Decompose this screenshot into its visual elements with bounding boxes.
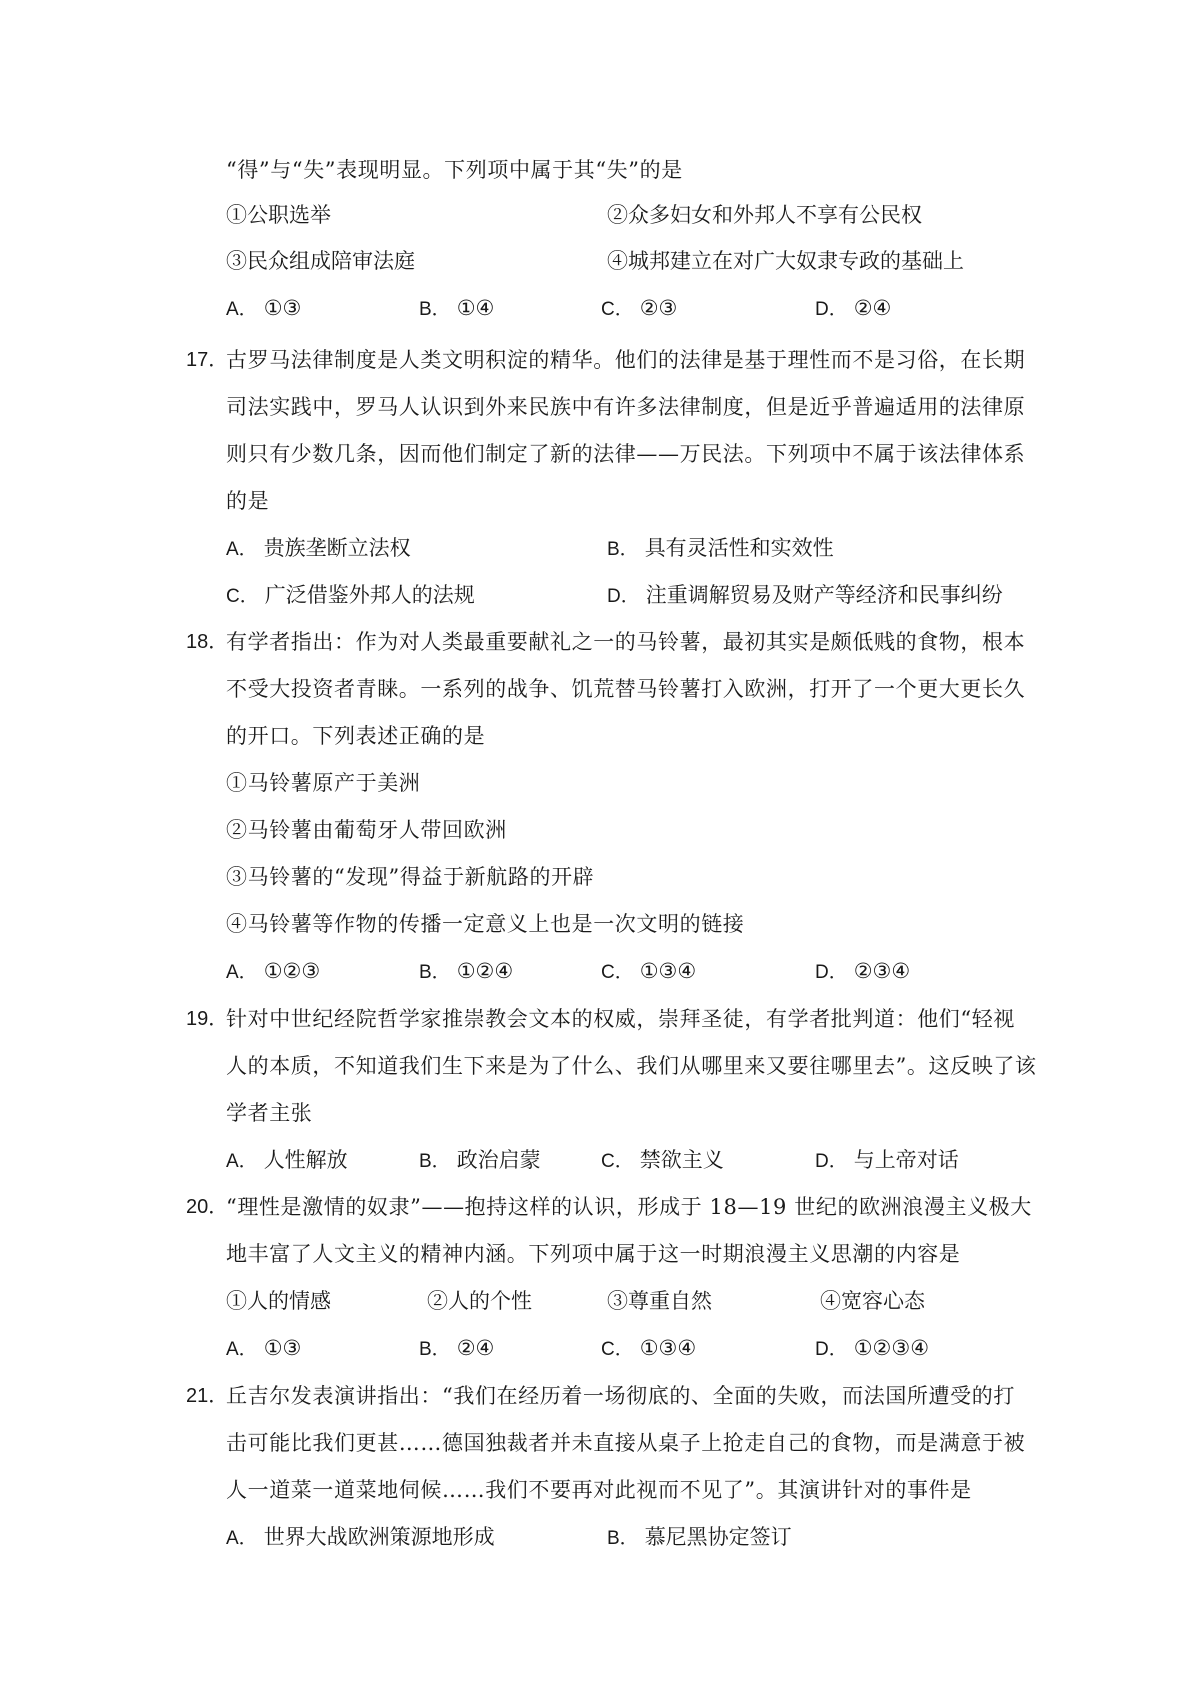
- option-label: D．: [815, 1151, 848, 1172]
- q16-option-d: [815, 293, 891, 325]
- option-label: B．: [607, 1528, 639, 1549]
- q18-stem-line: 的开口。下列表述正确的是: [226, 724, 486, 748]
- option-label: B．: [419, 299, 451, 320]
- option-text: 政治启蒙: [456, 1148, 541, 1172]
- q19-option-a: [226, 1145, 348, 1177]
- option-label: A．: [226, 539, 258, 560]
- q16-option-b: [419, 293, 494, 325]
- option-label: A．: [226, 1151, 258, 1172]
- q16-item: ③民众组成陪审法庭: [226, 249, 415, 273]
- question-number-17: 17．: [186, 349, 229, 371]
- option-text: 具有灵活性和实效性: [644, 536, 834, 560]
- option-label: C．: [601, 962, 634, 983]
- option-label: C．: [601, 1339, 634, 1360]
- q17-stem-line: 的是: [226, 489, 270, 513]
- option-text: 世界大战欧洲策源地形成: [263, 1525, 495, 1549]
- option-text: ②③: [639, 296, 678, 320]
- q18-stem-line: 有学者指出：作为对人类最重要献礼之一的马铃薯，最初其实是颇低贱的食物，根本: [226, 630, 1026, 654]
- option-label: B．: [419, 1339, 451, 1360]
- option-text: ②③④: [853, 959, 911, 983]
- option-label: A．: [226, 1339, 258, 1360]
- q16-stem-line: “得”与“失”表现明显。下列项中属于其“失”的是: [226, 158, 683, 182]
- q18-item: ①马铃薯原产于美洲: [226, 771, 421, 795]
- option-label: D．: [815, 299, 848, 320]
- option-label: C．: [601, 1151, 634, 1172]
- option-label: A．: [226, 299, 258, 320]
- q17-option-b: [607, 533, 834, 565]
- q17-option-c: [226, 580, 475, 612]
- q17-option-d: [607, 580, 1003, 612]
- q18-item: ②马铃薯由葡萄牙人带回欧洲: [226, 818, 507, 842]
- q20-option-a: [226, 1333, 301, 1365]
- q20-stem-line: 地丰富了人文主义的精神内涵。下列项中属于这一时期浪漫主义思潮的内容是: [226, 1242, 961, 1266]
- option-text: 慕尼黑协定签订: [644, 1525, 792, 1549]
- q18-item: ③马铃薯的“发现”得益于新航路的开辟: [226, 865, 595, 889]
- option-label: B．: [607, 539, 639, 560]
- q19-stem-line: 针对中世纪经院哲学家推崇教会文本的权威，崇拜圣徒，有学者批判道：他们“轻视: [226, 1007, 1015, 1031]
- q17-stem-line: 司法实践中，罗马人认识到外来民族中有许多法律制度，但是近乎普遍适用的法律原: [226, 395, 1026, 419]
- option-label: A．: [226, 1528, 258, 1549]
- q20-item: ②人的个性: [427, 1289, 532, 1313]
- q20-item: ①人的情感: [226, 1289, 331, 1313]
- option-text: ②④: [456, 1336, 495, 1360]
- option-label: A．: [226, 962, 258, 983]
- option-text: 人性解放: [263, 1148, 348, 1172]
- option-text: 贵族垄断立法权: [263, 536, 411, 560]
- option-text: 注重调解贸易及财产等经济和民事纠纷: [645, 583, 1003, 607]
- q18-option-d: [815, 956, 910, 988]
- q16-option-a: [226, 293, 301, 325]
- q18-option-c: [601, 956, 696, 988]
- option-text: ①③④: [639, 959, 697, 983]
- option-text: ①②④: [456, 959, 514, 983]
- q16-item: ②众多妇女和外邦人不享有公民权: [607, 203, 922, 227]
- option-text: 禁欲主义: [639, 1148, 724, 1172]
- question-number-21: 21．: [186, 1385, 229, 1407]
- q20-option-b: [419, 1333, 494, 1365]
- q18-item: ④马铃薯等作物的传播一定意义上也是一次文明的链接: [226, 912, 745, 936]
- option-text: 广泛借鉴外邦人的法规: [264, 583, 475, 607]
- option-text: ①②③④: [853, 1336, 930, 1360]
- q17-stem-line: 则只有少数几条，因而他们制定了新的法律——万民法。下列项中不属于该法律体系: [226, 442, 1026, 466]
- q19-option-d: [815, 1145, 959, 1177]
- option-text: ①②③: [263, 959, 321, 983]
- option-label: B．: [419, 1151, 451, 1172]
- q21-stem-line: 人一道菜一道菜地伺候……我们不要再对此视而不见了”。其演讲针对的事件是: [226, 1478, 972, 1502]
- q19-stem-line: 人的本质，不知道我们生下来是为了什么、我们从哪里来又要往哪里去”。这反映了该: [226, 1054, 1037, 1078]
- question-number-20: 20．: [186, 1196, 229, 1218]
- option-label: C．: [226, 586, 259, 607]
- q16-item: ①公职选举: [226, 203, 331, 227]
- question-number-19: 19．: [186, 1008, 229, 1030]
- option-label: D．: [607, 586, 640, 607]
- option-text: ①③④: [639, 1336, 697, 1360]
- q17-option-a: [226, 533, 411, 565]
- q16-option-c: [601, 293, 677, 325]
- option-label: D．: [815, 962, 848, 983]
- q21-option-a: [226, 1522, 495, 1554]
- q20-item: ③尊重自然: [607, 1289, 712, 1313]
- q20-stem-line: “理性是激情的奴隶”——抱持这样的认识，形成于 18—19 世纪的欧洲浪漫主义极大: [226, 1195, 1032, 1219]
- option-text: ①④: [456, 296, 495, 320]
- option-text: ①③: [263, 1336, 302, 1360]
- option-label: D．: [815, 1339, 848, 1360]
- q19-option-c: [601, 1145, 724, 1177]
- option-label: B．: [419, 962, 451, 983]
- q18-option-a: [226, 956, 320, 988]
- q21-stem-line: 击可能比我们更甚……德国独裁者并未直接从桌子上抢走自己的食物，而是满意于被: [226, 1431, 1026, 1455]
- option-text: ②④: [853, 296, 892, 320]
- q18-stem-line: 不受大投资者青睐。一系列的战争、饥荒替马铃薯打入欧洲，打开了一个更大更长久: [226, 677, 1026, 701]
- question-number-18: 18．: [186, 631, 229, 653]
- q20-item: ④宽容心态: [820, 1289, 925, 1313]
- q21-stem-line: 丘吉尔发表演讲指出：“我们在经历着一场彻底的、全面的失败，而法国所遭受的打: [226, 1384, 1015, 1408]
- q16-item: ④城邦建立在对广大奴隶专政的基础上: [607, 249, 964, 273]
- option-text: 与上帝对话: [853, 1148, 959, 1172]
- q20-option-c: [601, 1333, 696, 1365]
- q19-option-b: [419, 1145, 541, 1177]
- option-text: ①③: [263, 296, 302, 320]
- q21-option-b: [607, 1522, 792, 1554]
- q17-stem-line: 古罗马法律制度是人类文明积淀的精华。他们的法律是基于理性而不是习俗，在长期: [226, 348, 1026, 372]
- q19-stem-line: 学者主张: [226, 1101, 313, 1125]
- q18-option-b: [419, 956, 513, 988]
- q20-option-d: [815, 1333, 929, 1365]
- option-label: C．: [601, 299, 634, 320]
